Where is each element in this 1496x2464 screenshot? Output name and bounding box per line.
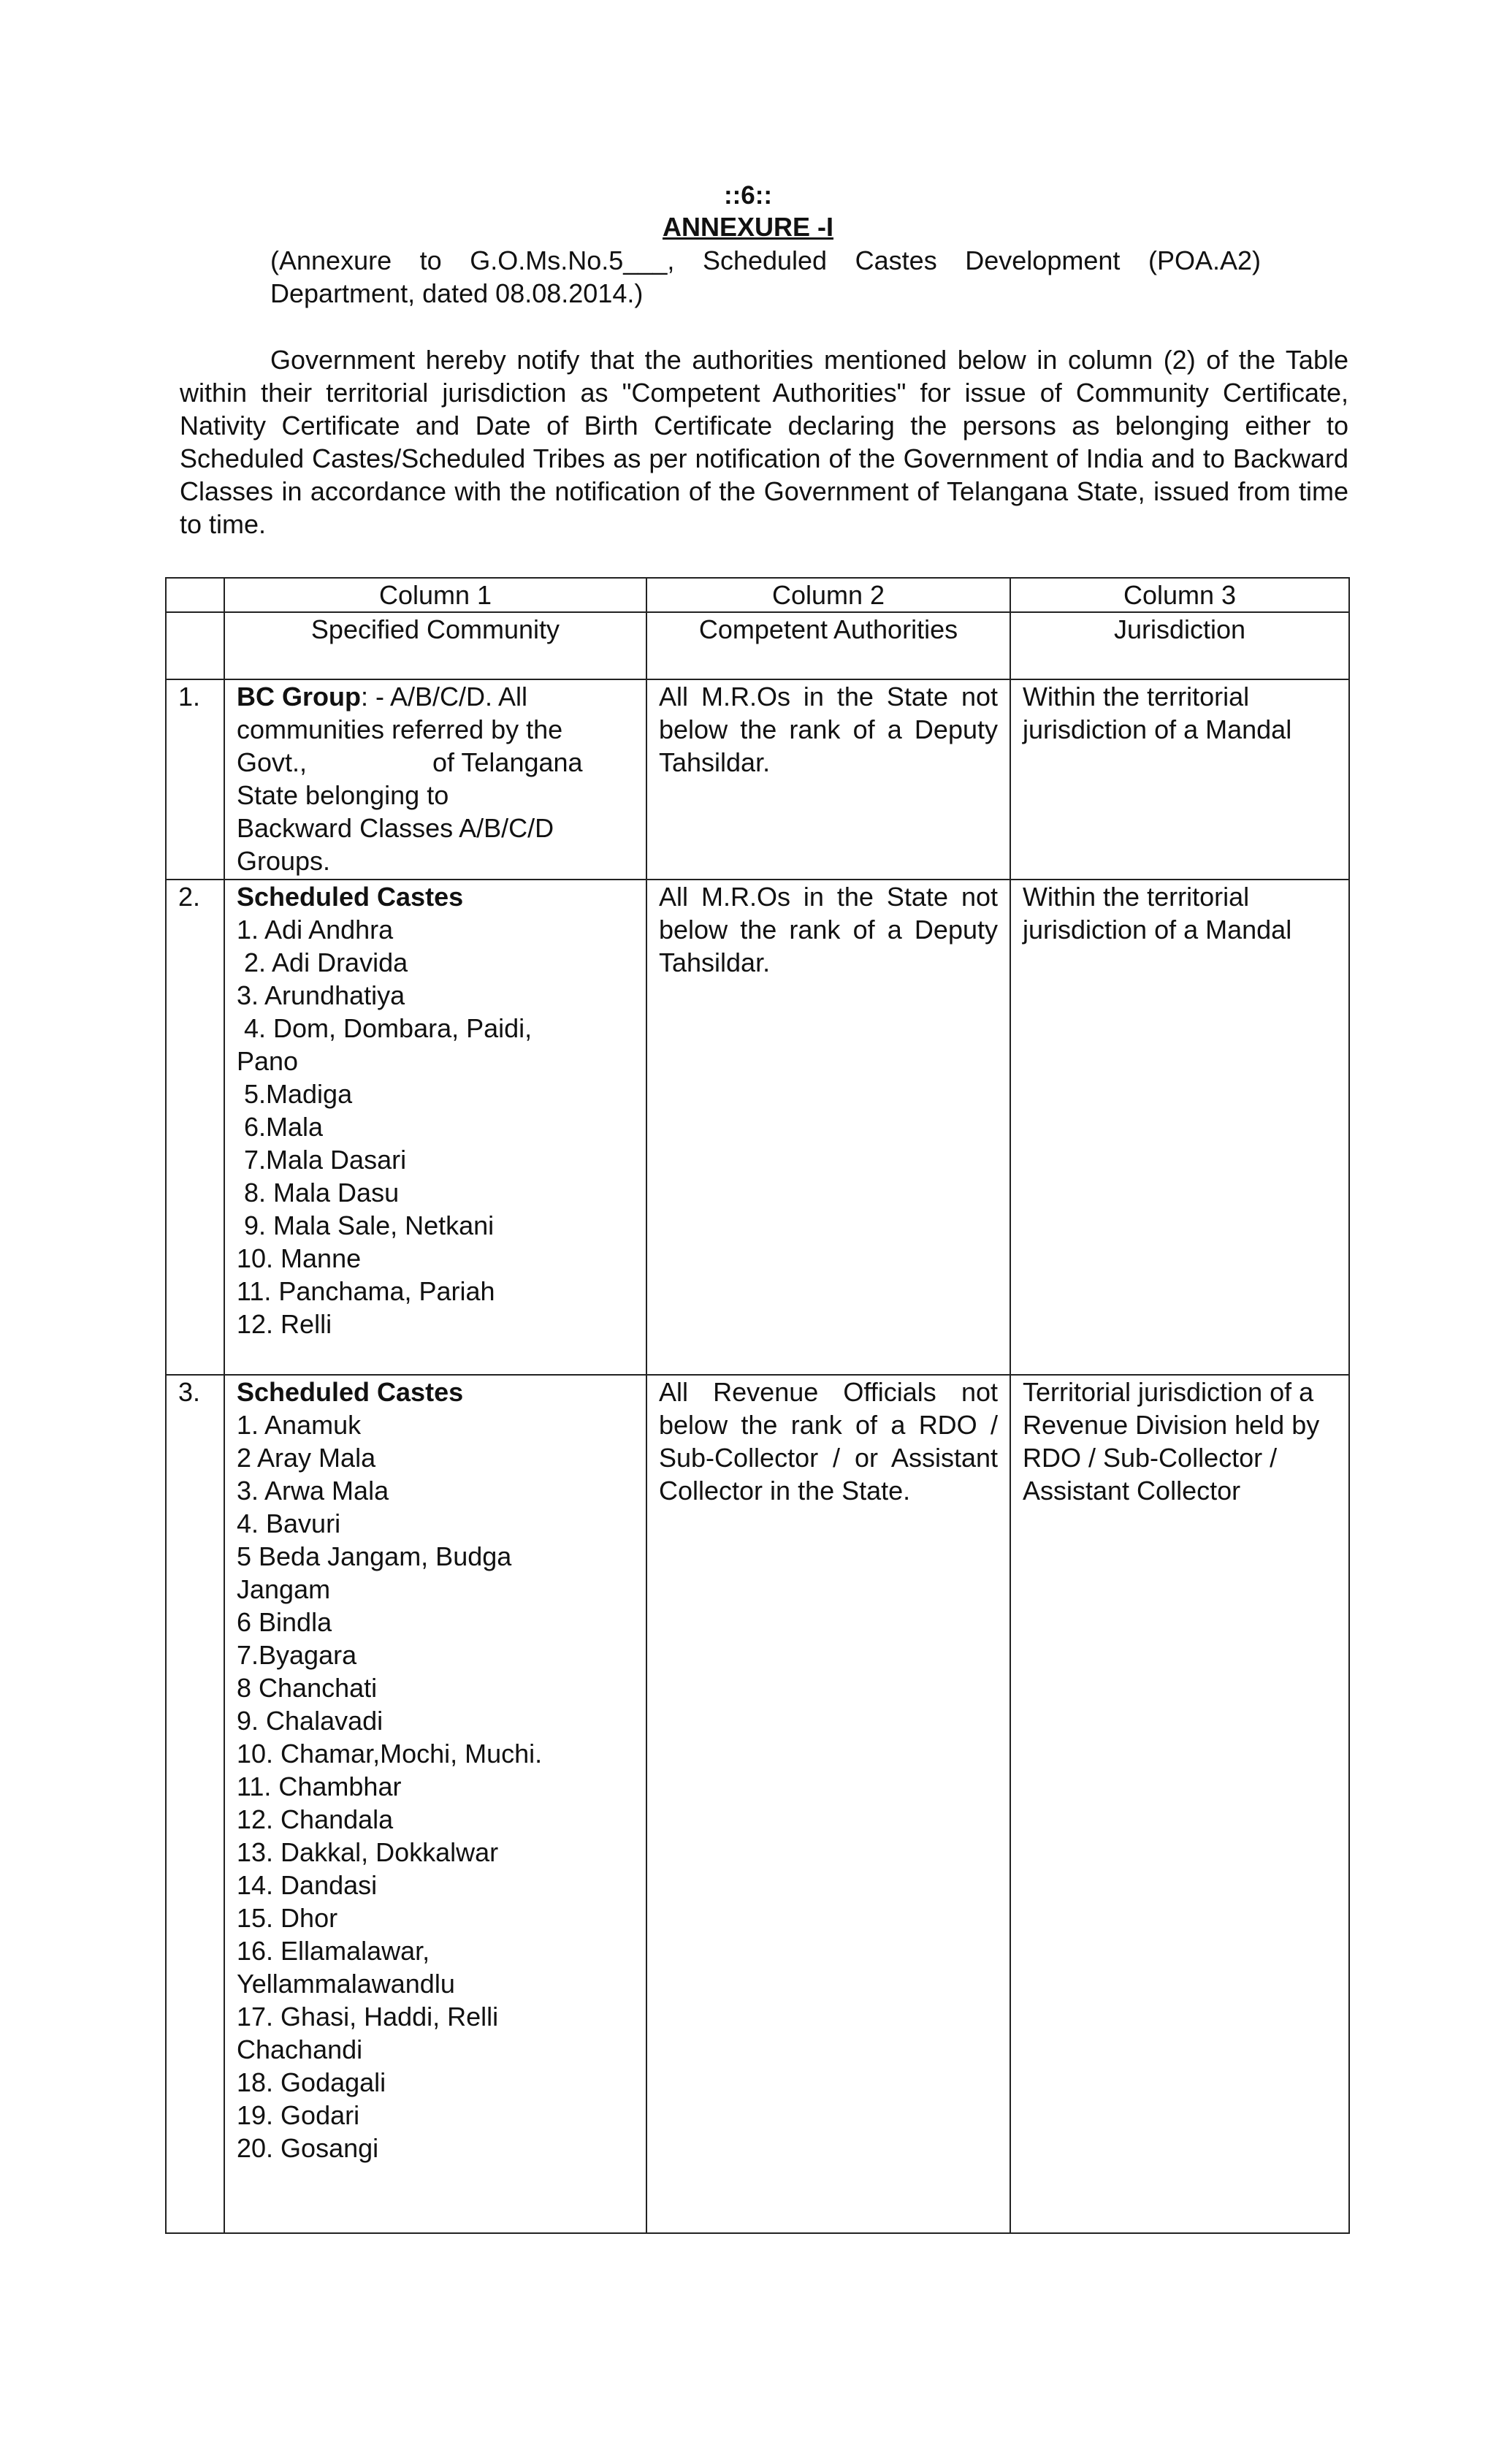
list-item: 1. Adi Andhra	[237, 915, 394, 945]
list-item: 16. Ellamalawar,	[237, 1936, 430, 1966]
reference-line-1: (Annexure to G.O.Ms.No.5___, Scheduled Castes Development (POA.A2)	[270, 245, 1261, 275]
list-item: 10. Chamar,Mochi, Muchi.	[237, 1739, 543, 1769]
list-item: 3. Arwa Mala	[237, 1476, 389, 1506]
list-item: Chachandi	[237, 2034, 363, 2064]
community-heading: Scheduled Castes	[237, 1377, 464, 1407]
list-item: 4. Dom, Dombara, Paidi,	[244, 1013, 533, 1043]
bc-group-line-groups: Groups.	[237, 846, 331, 876]
header-column-3: Column 3	[1010, 578, 1349, 612]
list-item: 13. Dakkal, Dokkalwar	[237, 1837, 499, 1867]
list-item: 5 Beda Jangam, Budga	[237, 1541, 512, 1571]
authority-cell: All Revenue Officials not below the rank of a RDO / Sub-Collector / or Assistant Collector in the State.	[646, 1375, 1010, 2233]
table-header-row-names	[166, 578, 1349, 612]
list-item: 14. Dandasi	[237, 1870, 378, 1900]
row-number: 2.	[166, 880, 224, 1375]
bc-group-text-telangana: of Telangana	[432, 747, 583, 777]
list-item: 2 Aray Mala	[237, 1443, 376, 1473]
list-item: Jangam	[237, 1574, 331, 1604]
list-item: Pano	[237, 1046, 299, 1076]
header-jurisdiction: Jurisdiction	[1010, 612, 1349, 679]
intro-paragraph: Government hereby notify that the authorities mentioned below in column (2) of the Table within their territorial jurisdiction as "Competent Authorities" for issue of Community Certificate, Nativity Certificate and Date of Birth Certificate declaring the persons as belonging either to Scheduled Castes/Scheduled Tribes as per notification of the Government of India and to Backward Classes in accordance with the notification of the Government of Telangana State, issued from time to time.	[180, 345, 1348, 539]
list-item: 5.Madiga	[244, 1079, 353, 1109]
bc-group-line-govt	[237, 746, 634, 779]
bc-group-line-state: State belonging to	[237, 780, 449, 810]
list-item: 11. Chambhar	[237, 1771, 402, 1801]
competent-authorities-table	[165, 577, 1350, 2234]
jurisdiction-cell	[1010, 880, 1349, 1375]
list-item: 7.Mala Dasari	[244, 1145, 407, 1175]
community-list	[237, 1408, 634, 2164]
row-number: 3.	[166, 1375, 224, 2233]
list-item: 2. Adi Dravida	[244, 947, 408, 977]
jurisdiction-line: jurisdiction of a Mandal	[1023, 915, 1292, 945]
list-item: 18. Godagali	[237, 2067, 386, 2097]
list-item: 19. Godari	[237, 2100, 360, 2130]
annexure-reference	[270, 244, 1261, 310]
list-item: 9. Chalavadi	[237, 1706, 383, 1736]
annexure-title: ANNEXURE -I	[662, 212, 834, 242]
row-number: 1.	[166, 679, 224, 880]
jurisdiction-line: jurisdiction of a Mandal	[1023, 714, 1292, 744]
bc-group-line	[237, 680, 634, 746]
table-header-row-descriptions	[166, 612, 1349, 679]
jurisdiction-line: Within the territorial	[1023, 682, 1250, 712]
authority-cell: All M.R.Os in the State not below the rank of a Deputy Tahsildar.	[646, 679, 1010, 880]
community-cell	[224, 880, 646, 1375]
reference-line-2: Department, dated 08.08.2014.)	[270, 278, 644, 308]
list-item: 12. Chandala	[237, 1804, 394, 1834]
list-item: 11. Panchama, Pariah	[237, 1276, 495, 1306]
jurisdiction-cell: Territorial jurisdiction of a Revenue Division held by RDO / Sub-Collector / Assistant Collector	[1010, 1375, 1349, 2233]
header-specified-community: Specified Community	[224, 612, 646, 679]
list-item: 12. Relli	[237, 1309, 332, 1339]
table-row	[166, 1375, 1349, 2233]
list-item: 6 Bindla	[237, 1607, 332, 1637]
list-item: 6.Mala	[244, 1112, 324, 1142]
list-item: 4. Bavuri	[237, 1508, 341, 1538]
header-competent-authorities: Competent Authorities	[646, 612, 1010, 679]
bc-group-line-classes: Backward Classes A/B/C/D	[237, 813, 554, 843]
community-cell	[224, 1375, 646, 2233]
table-row	[166, 880, 1349, 1375]
header-blank-cell	[166, 612, 224, 679]
list-item: 17. Ghasi, Haddi, Relli	[237, 2002, 499, 2032]
list-item: 3. Arundhatiya	[237, 980, 405, 1010]
list-item: 7.Byagara	[237, 1640, 357, 1670]
community-heading: Scheduled Castes	[237, 882, 464, 912]
bc-group-text-govt: Govt.,	[237, 747, 308, 777]
list-item: 1. Anamuk	[237, 1410, 362, 1440]
authority-cell: All M.R.Os in the State not below the rank of a Deputy Tahsildar.	[646, 880, 1010, 1375]
list-item: 9. Mala Sale, Netkani	[244, 1210, 495, 1240]
list-item: 8. Mala Dasu	[244, 1178, 400, 1208]
list-item: 20. Gosangi	[237, 2133, 379, 2163]
header-blank-cell	[166, 578, 224, 612]
community-cell	[224, 679, 646, 880]
bc-group-label: BC Group	[237, 682, 361, 712]
list-item: 10. Manne	[237, 1243, 362, 1273]
jurisdiction-cell	[1010, 679, 1349, 880]
bc-group-text: : - A/B/C/D. All communities referred by the	[237, 682, 563, 744]
community-list	[237, 913, 634, 1340]
list-item: Yellammalawandlu	[237, 1969, 455, 1999]
page-number: ::6::	[723, 181, 773, 210]
header-column-1: Column 1	[224, 578, 646, 612]
table-row	[166, 679, 1349, 880]
header-column-2: Column 2	[646, 578, 1010, 612]
list-item: 8 Chanchati	[237, 1673, 378, 1703]
jurisdiction-line: Within the territorial	[1023, 882, 1250, 912]
list-item: 15. Dhor	[237, 1903, 338, 1933]
